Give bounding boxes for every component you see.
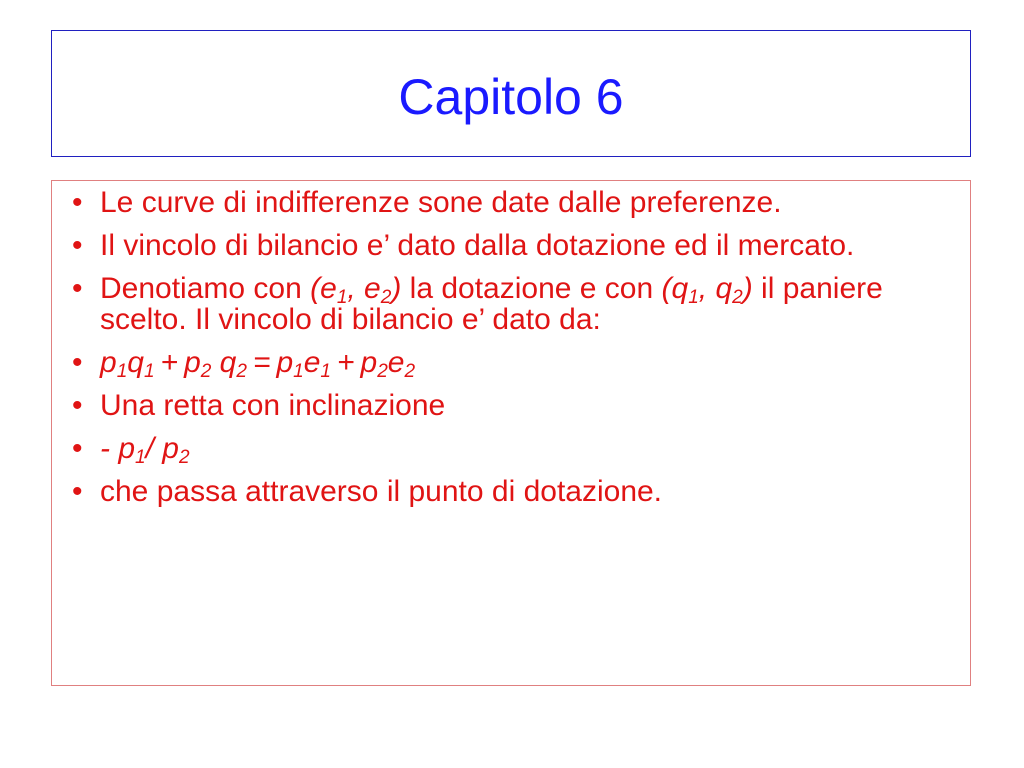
bullet-list: [72, 187, 952, 519]
basket-tuple: [661, 272, 753, 308]
bullet-dot: •: [72, 432, 83, 465]
eq-p2: p: [184, 346, 201, 379]
eq-e2: e: [387, 346, 405, 379]
q-mid: , q: [698, 272, 733, 305]
eq-p2-sub: 2: [200, 361, 212, 382]
slope-minus: -: [100, 432, 119, 465]
bullet-item-budget-constraint: [72, 230, 952, 261]
bullet-item-indifference-curves: [72, 187, 952, 218]
bullet-text-before: Denotiamo con: [100, 272, 311, 305]
q-sub-1: 1: [688, 287, 699, 308]
bullet-item-line-slope: [72, 390, 952, 421]
e-open: (e: [310, 272, 337, 305]
slope-expression: [100, 432, 190, 468]
slope-p1: p: [118, 432, 136, 465]
title-placeholder: [51, 30, 971, 157]
eq-equals: =: [252, 346, 271, 379]
endowment-tuple: [310, 272, 402, 308]
bullet-text: che passa attraverso il punto di dotazione.: [100, 475, 663, 508]
bullet-dot: •: [72, 475, 83, 508]
bullet-text-mid: la dotazione e con: [401, 272, 662, 305]
bullet-dot: •: [72, 389, 83, 422]
q-sub-2: 2: [732, 287, 743, 308]
q-close: ): [742, 272, 753, 305]
e-mid: , e: [347, 272, 381, 305]
bullet-dot: •: [72, 229, 83, 262]
bullet-dot: •: [72, 346, 83, 379]
eq-p4: p: [360, 346, 378, 379]
slope-p1-sub: 1: [135, 447, 146, 468]
bullet-text: Una retta con inclinazione: [100, 389, 446, 422]
eq-q2: q: [219, 346, 237, 379]
eq-q1: q: [127, 346, 144, 379]
eq-e2-sub: 2: [404, 361, 416, 382]
eq-e1: e: [303, 346, 321, 379]
budget-equation: [100, 346, 416, 382]
bullet-item-slope-value: [72, 432, 952, 468]
q-open: (q: [661, 272, 689, 305]
bullet-text: Il vincolo di bilancio e’ dato dalla dotazione ed il mercato.: [100, 229, 855, 262]
e-close: ): [391, 272, 402, 305]
bullet-item-endowment-point: [72, 476, 952, 507]
eq-p4-sub: 2: [377, 361, 388, 382]
e-sub-2: 2: [380, 287, 392, 308]
eq-plus-2: +: [337, 346, 355, 379]
bullet-dot: •: [72, 186, 83, 219]
slope-p2-sub: 2: [178, 447, 190, 468]
eq-plus-1: +: [160, 346, 179, 379]
e-sub-1: 1: [336, 287, 348, 308]
eq-e1-sub: 1: [320, 361, 331, 382]
bullet-text-after: il paniere scelto. Il vincolo di bilancio e’ dato da:: [100, 272, 883, 336]
eq-p3-sub: 1: [293, 361, 304, 382]
bullet-item-budget-equation: [72, 346, 952, 382]
content-placeholder: [51, 180, 971, 686]
slope-slash: /: [145, 432, 163, 465]
eq-q2-sub: 2: [236, 361, 247, 382]
bullet-text: Le curve di indifferenze sone date dalle preferenze.: [100, 186, 782, 219]
eq-q1-sub: 1: [143, 361, 155, 382]
eq-p1-sub: 1: [116, 361, 128, 382]
eq-p1: p: [100, 346, 117, 379]
eq-p3: p: [276, 346, 294, 379]
bullet-item-notation: [72, 273, 952, 335]
bullet-dot: •: [72, 272, 83, 305]
slope-p2: p: [162, 432, 179, 465]
slide-title: Capitolo 6: [398, 68, 624, 125]
